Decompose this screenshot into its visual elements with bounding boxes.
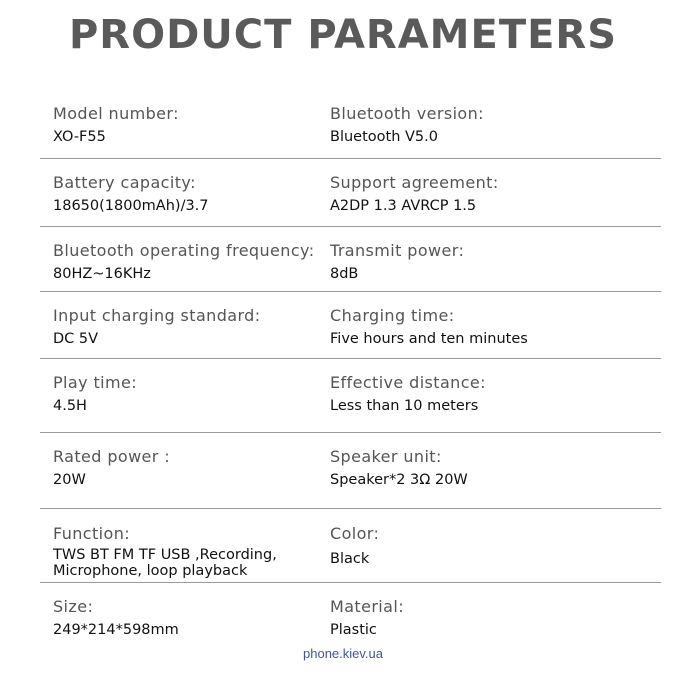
spec-cell-size	[53, 597, 323, 639]
spec-cell-bluetooth-version	[330, 104, 650, 146]
spec-label: Function:	[53, 524, 131, 543]
spec-value: Five hours and ten minutes	[330, 331, 528, 347]
spec-row	[40, 306, 661, 359]
spec-cell-rated-power	[53, 447, 323, 489]
spec-value: 20W	[53, 472, 86, 488]
spec-label: Bluetooth version:	[330, 104, 484, 123]
spec-row	[40, 104, 661, 159]
spec-cell-battery-capacity	[53, 173, 323, 215]
spec-value: Speaker*2 3Ω 20W	[330, 472, 468, 488]
spec-value: Bluetooth V5.0	[330, 129, 438, 145]
spec-cell-material	[330, 597, 650, 639]
spec-value: Plastic	[330, 622, 377, 638]
spec-row	[40, 447, 661, 509]
page-title: PRODUCT PARAMETERS	[68, 12, 618, 58]
spec-cell-bluetooth-frequency	[53, 241, 323, 283]
spec-value: 18650(1800mAh)/3.7	[53, 198, 209, 214]
row-divider	[40, 291, 661, 293]
spec-value: 80HZ~16KHz	[53, 266, 151, 282]
spec-label: Effective distance:	[330, 373, 486, 392]
spec-label: Color:	[330, 524, 380, 543]
row-divider	[40, 158, 661, 160]
spec-value: DC 5V	[53, 331, 99, 347]
spec-label: Charging time:	[330, 306, 455, 325]
spec-value	[53, 547, 323, 579]
row-divider	[40, 582, 661, 584]
spec-value: 4.5H	[53, 398, 87, 414]
spec-row	[40, 173, 661, 227]
spec-label: Support agreement:	[330, 173, 499, 192]
row-divider	[40, 226, 661, 228]
spec-cell-support-agreement	[330, 173, 650, 215]
spec-cell-play-time	[53, 373, 323, 415]
spec-label: Rated power :	[53, 447, 171, 466]
spec-cell-model-number	[53, 104, 323, 146]
spec-cell-color	[330, 524, 650, 568]
spec-row	[40, 241, 661, 292]
spec-row	[40, 597, 661, 647]
spec-value: 8dB	[330, 266, 359, 282]
spec-label: Size:	[53, 597, 94, 616]
spec-value: Less than 10 meters	[330, 398, 479, 414]
spec-row	[40, 524, 661, 583]
spec-row	[40, 373, 661, 433]
spec-label: Model number:	[53, 104, 179, 123]
spec-cell-input-charging	[53, 306, 323, 348]
spec-label: Speaker unit:	[330, 447, 442, 466]
spec-value-line: Microphone, loop playback	[53, 563, 248, 579]
spec-label: Material:	[330, 597, 404, 616]
spec-value-line: TWS BT FM TF USB ,Recording,	[53, 547, 277, 563]
spec-value: Black	[330, 551, 370, 567]
spec-value: A2DP 1.3 AVRCP 1.5	[330, 198, 477, 214]
spec-cell-speaker-unit	[330, 447, 650, 489]
row-divider	[40, 358, 661, 360]
spec-cell-charging-time	[330, 306, 650, 348]
site-watermark: phone.kiev.ua	[303, 646, 383, 661]
spec-value: XO-F55	[53, 129, 106, 145]
spec-cell-function	[53, 524, 323, 579]
spec-label: Play time:	[53, 373, 137, 392]
spec-cell-transmit-power	[330, 241, 650, 283]
spec-label: Transmit power:	[330, 241, 465, 260]
row-divider	[40, 508, 661, 510]
spec-label: Battery capacity:	[53, 173, 196, 192]
spec-value: 249*214*598mm	[53, 622, 179, 638]
spec-label: Input charging standard:	[53, 306, 261, 325]
spec-cell-effective-distance	[330, 373, 650, 415]
spec-label: Bluetooth operating frequency:	[53, 241, 315, 260]
row-divider	[40, 432, 661, 434]
